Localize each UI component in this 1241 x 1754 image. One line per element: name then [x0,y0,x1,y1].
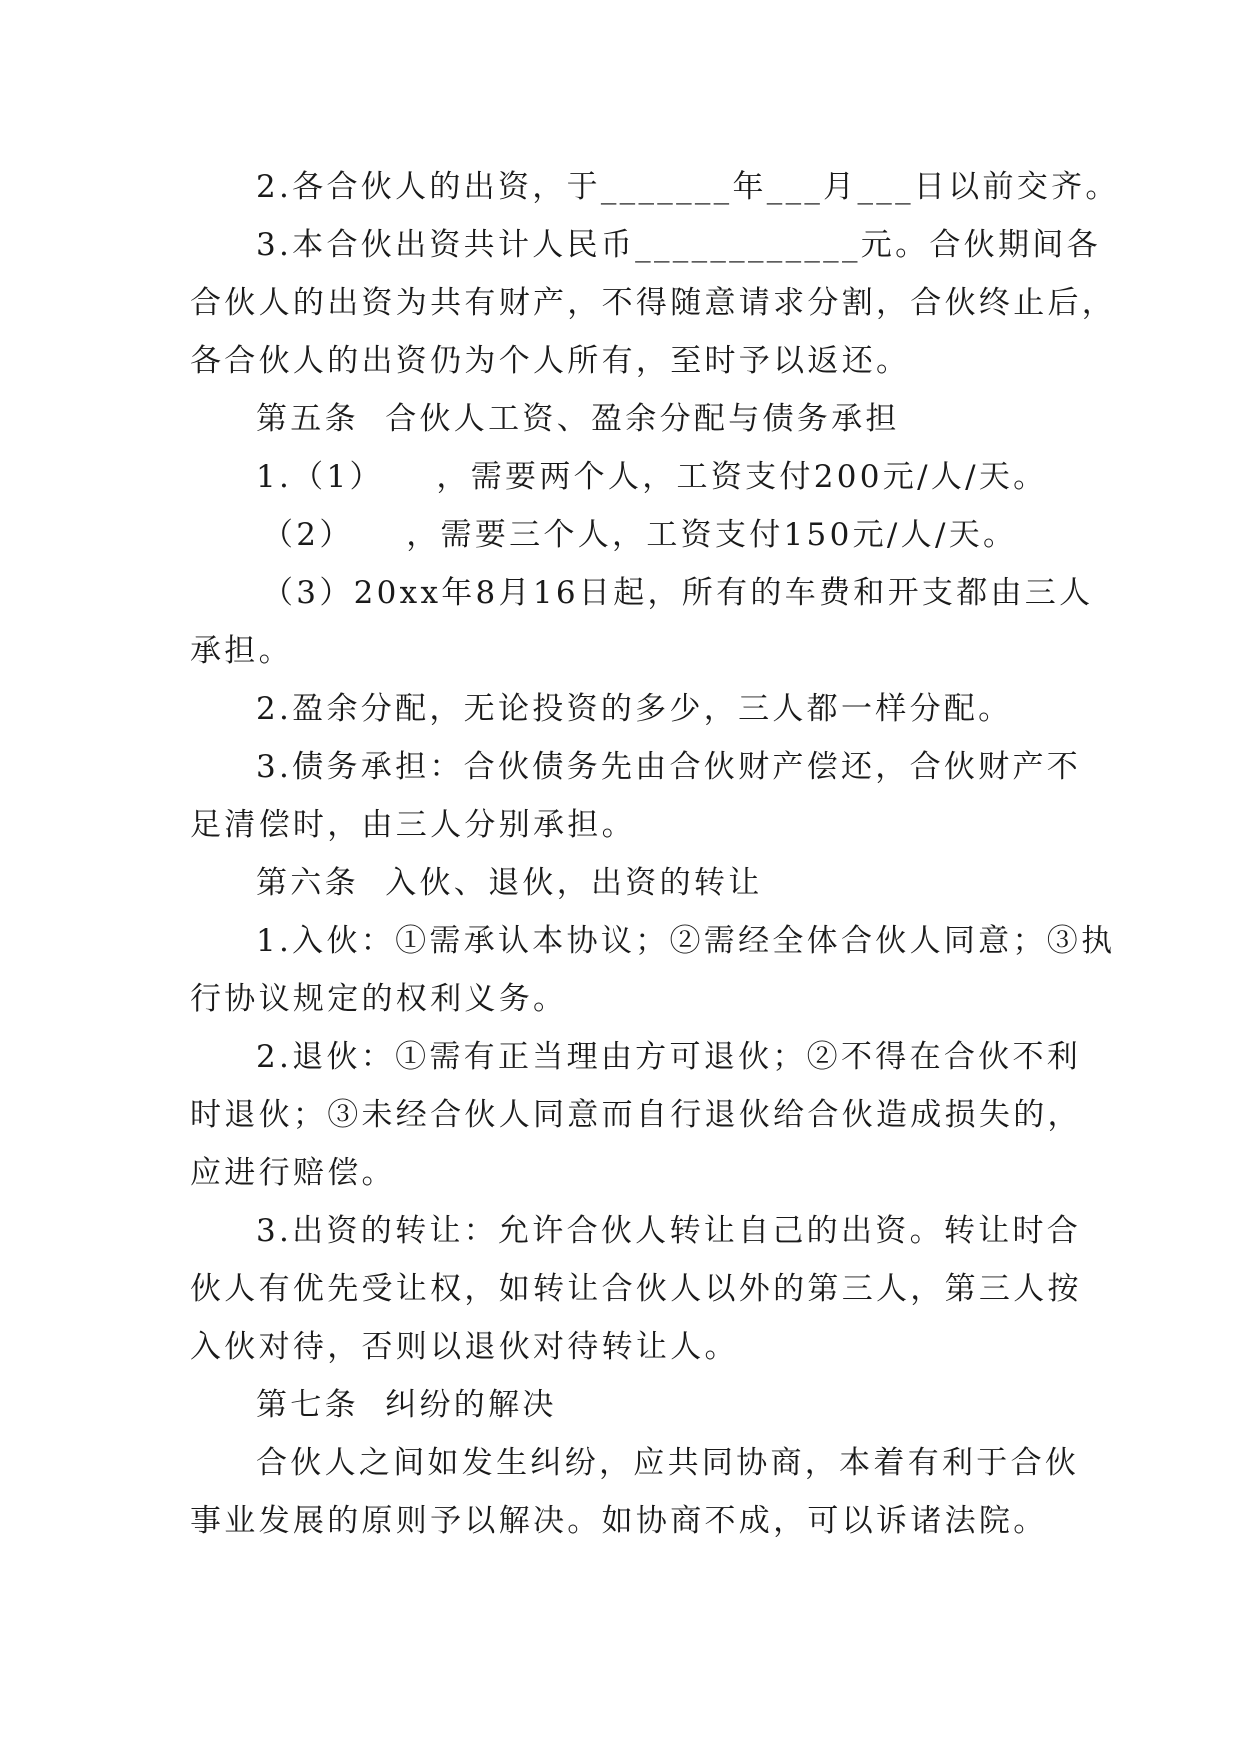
text-line: 1.入伙：①需承认本协议；②需经全体合伙人同意；③执 [256,923,1116,959]
text-line: 应进行赔偿。 [190,1155,396,1191]
text-line: 事业发展的原则予以解决。如协商不成，可以诉诸法院。 [190,1503,1048,1539]
text-line: 2.盈余分配，无论投资的多少，三人都一样分配。 [256,691,1013,727]
text-line: 3.债务承担：合伙债务先由合伙财产偿还，合伙财产不 [256,749,1082,785]
text-line: 入伙对待，否则以退伙对待转让人。 [190,1329,739,1365]
section-heading: 第七条 纠纷的解决 [256,1387,557,1423]
text-line: 3.出资的转让：允许合伙人转让自己的出资。转让时合 [256,1213,1082,1249]
text-line: 承担。 [190,633,293,669]
text-line: 1.（1） ，需要两个人，工资支付200元/人/天。 [256,459,1048,495]
section-heading: 第六条 入伙、退伙，出资的转让 [256,865,763,901]
document-body [190,158,1120,1550]
text-line: 合伙人的出资为共有财产，不得随意请求分割，合伙终止后， [190,285,1117,321]
text-line: （3）20xx年8月16日起，所有的车费和开支都由三人 [262,575,1094,611]
text-line: 3.本合伙出资共计人民币____________元。合伙期间各 [256,227,1101,263]
text-line: 各合伙人的出资仍为个人所有，至时予以返还。 [190,343,911,379]
text-line: 2.退伙：①需有正当理由方可退伙；②不得在合伙不利 [256,1039,1082,1075]
section-heading: 第五条 合伙人工资、盈余分配与债务承担 [256,401,900,437]
text-line: 2.各合伙人的出资，于_______年___月___日以前交齐。 [256,169,1120,205]
text-line: 合伙人之间如发生纠纷，应共同协商，本着有利于合伙 [256,1445,1080,1481]
text-line: 足清偿时，由三人分别承担。 [190,807,636,843]
text-line: 伙人有优先受让权，如转让合伙人以外的第三人，第三人按 [190,1271,1082,1307]
text-line: （2） ，需要三个人，工资支付150元/人/天。 [262,517,1018,553]
text-line: 行协议规定的权利义务。 [190,981,568,1017]
text-line: 时退伙；③未经合伙人同意而自行退伙给合伙造成损失的， [190,1097,1082,1133]
